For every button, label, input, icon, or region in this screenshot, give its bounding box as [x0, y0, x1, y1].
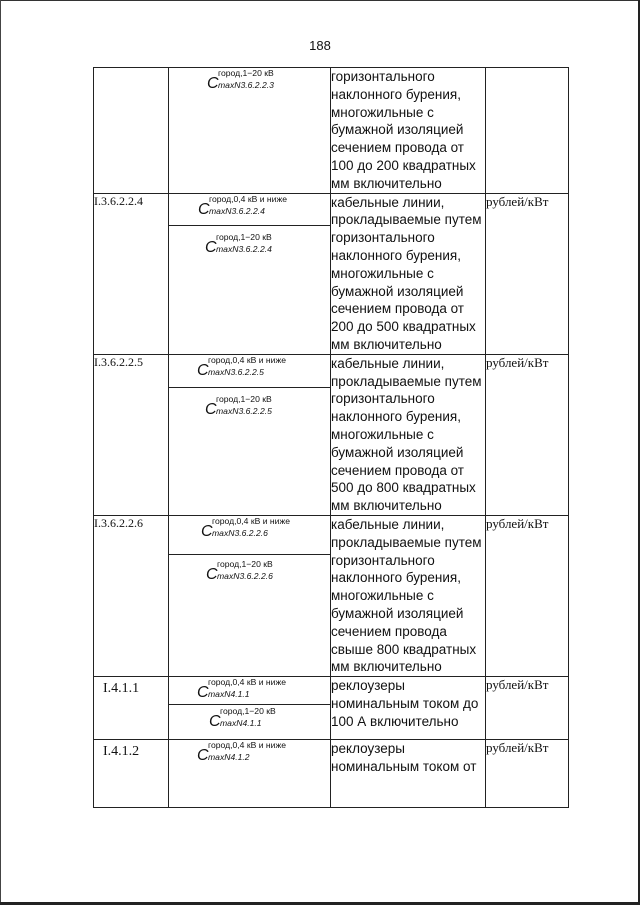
page-border-left: [0, 0, 1, 905]
formula-box: [169, 516, 330, 555]
description-line: номинальным током от: [331, 758, 477, 774]
page-number: 188: [309, 38, 331, 53]
formula-symbol: C: [205, 238, 217, 256]
formula-superscript: город,0,4 кВ и ниже: [212, 515, 290, 526]
description-line: многожильные с: [331, 426, 434, 442]
formula-box: [169, 677, 330, 705]
formula-cell: [169, 677, 331, 740]
formula-symbol: C: [197, 361, 209, 379]
formula-subscript: maxN3.6.2.2.3: [218, 80, 274, 90]
description-line: 500 до 800 квадратных: [331, 480, 476, 496]
table-row: [94, 193, 569, 354]
formula-subscript: maxN4.1.1: [208, 689, 250, 700]
description-line: бумажной изоляцией: [331, 605, 464, 621]
formula-superscript: город,0,4 кВ и ниже: [209, 193, 287, 204]
tariff-formula: [169, 559, 330, 585]
row-description: [331, 677, 486, 740]
description-line: мм включительно: [331, 659, 442, 675]
description-line: кабельные линии,: [331, 194, 445, 210]
description-line: наклонного бурения,: [331, 247, 461, 263]
description-line: наклонного бурения,: [331, 570, 461, 586]
row-unit: [486, 68, 569, 194]
description-line: 100 до 200 квадратных: [331, 157, 476, 173]
formula-box: [169, 355, 330, 388]
description-line: 100 А включительно: [331, 713, 459, 729]
description-line: номинальным током до: [331, 695, 479, 711]
formula-superscript: город,0,4 кВ и ниже: [208, 677, 286, 688]
description-line: многожильные с: [331, 588, 434, 604]
formula-box: [169, 68, 330, 94]
description-line: бумажной изоляцией: [331, 122, 464, 138]
formula-cell: [169, 193, 331, 354]
tariff-table: [93, 67, 569, 808]
tariff-formula: [169, 677, 330, 703]
row-code: I.4.1.2: [94, 740, 169, 808]
row-unit: рублей/кВт: [486, 515, 569, 676]
formula-symbol: C: [201, 522, 213, 540]
description-line: горизонтального: [331, 552, 435, 568]
formula-box: [169, 740, 330, 766]
description-line: сечением провода: [331, 623, 447, 639]
formula-superscript: город,0,4 кВ и ниже: [208, 740, 286, 751]
description-line: сечением провода от: [331, 462, 464, 478]
formula-box: [169, 706, 330, 732]
tariff-formula: [169, 232, 330, 258]
row-description: [331, 193, 486, 354]
row-description: [331, 354, 486, 515]
formula-box: [169, 394, 330, 420]
row-description: [331, 740, 486, 808]
table-row: [94, 68, 569, 194]
formula-symbol: C: [198, 200, 210, 218]
table-row: [94, 740, 569, 808]
row-description: [331, 68, 486, 194]
formula-subscript: maxN4.1.2: [208, 752, 250, 763]
tariff-formula: [169, 68, 330, 94]
formula-symbol: C: [197, 747, 209, 765]
row-unit: рублей/кВт: [486, 740, 569, 808]
formula-cell: [169, 354, 331, 515]
formula-superscript: город,1−20 кВ: [218, 68, 274, 78]
formula-subscript: maxN3.6.2.2.5: [208, 366, 264, 377]
formula-symbol: C: [209, 713, 221, 731]
description-line: прокладываемые путем: [331, 212, 482, 228]
formula-box: [169, 232, 330, 258]
row-code: I.4.1.1: [94, 677, 169, 740]
description-line: кабельные линии,: [331, 516, 445, 532]
row-unit: рублей/кВт: [486, 354, 569, 515]
row-code: I.3.6.2.2.4: [94, 193, 169, 354]
description-line: прокладываемые путем: [331, 534, 482, 550]
description-line: многожильные с: [331, 265, 434, 281]
description-line: мм включительно: [331, 498, 442, 514]
row-unit: рублей/кВт: [486, 677, 569, 740]
description-line: кабельные линии,: [331, 355, 445, 371]
description-line: горизонтального: [331, 391, 435, 407]
description-line: мм включительно: [331, 175, 442, 191]
formula-superscript: город,1−20 кВ: [217, 558, 273, 569]
formula-subscript: maxN4.1.1: [220, 718, 262, 729]
formula-box: [169, 194, 330, 226]
description-line: бумажной изоляцией: [331, 444, 464, 460]
formula-superscript: город,0,4 кВ и ниже: [208, 354, 286, 365]
tariff-formula: [169, 194, 330, 220]
formula-superscript: город,1−20 кВ: [220, 706, 276, 717]
row-code: I.3.6.2.2.6: [94, 515, 169, 676]
row-code: [94, 68, 169, 194]
description-line: сечением провода от: [331, 140, 464, 156]
formula-box: [169, 559, 330, 585]
table-row: [94, 354, 569, 515]
formula-cell: [169, 740, 331, 808]
tariff-table-body: [94, 68, 569, 808]
description-line: сечением провода от: [331, 301, 464, 317]
description-line: наклонного бурения,: [331, 409, 461, 425]
tariff-formula: [169, 355, 330, 381]
formula-symbol: C: [206, 565, 218, 583]
formula-symbol: C: [197, 684, 209, 702]
description-line: многожильные с: [331, 104, 434, 120]
description-line: свыше 800 квадратных: [331, 641, 477, 657]
row-code: I.3.6.2.2.5: [94, 354, 169, 515]
tariff-formula: [169, 516, 330, 542]
description-line: реклоузеры: [331, 741, 405, 757]
page-border-top: [0, 0, 640, 1]
formula-superscript: город,1−20 кВ: [216, 393, 272, 404]
table-row: [94, 515, 569, 676]
description-line: 200 до 500 квадратных: [331, 319, 476, 335]
tariff-formula: [169, 394, 330, 420]
description-line: бумажной изоляцией: [331, 283, 464, 299]
description-line: мм включительно: [331, 336, 442, 352]
table-row: [94, 677, 569, 740]
formula-subscript: maxN3.6.2.2.5: [216, 405, 272, 416]
formula-symbol: C: [207, 75, 219, 92]
tariff-formula: [169, 706, 330, 732]
row-unit: рублей/кВт: [486, 193, 569, 354]
description-line: горизонтального: [331, 69, 435, 84]
formula-cell: [169, 515, 331, 676]
description-line: реклоузеры: [331, 678, 405, 694]
description-line: прокладываемые путем: [331, 373, 482, 389]
tariff-formula: [169, 740, 330, 766]
formula-subscript: maxN3.6.2.2.6: [212, 527, 268, 538]
description-line: наклонного бурения,: [331, 86, 461, 102]
formula-subscript: maxN3.6.2.2.4: [209, 205, 265, 216]
formula-subscript: maxN3.6.2.2.6: [217, 570, 273, 581]
description-line: горизонтального: [331, 230, 435, 246]
formula-subscript: maxN3.6.2.2.4: [216, 243, 272, 254]
formula-superscript: город,1−20 кВ: [216, 231, 272, 242]
formula-cell: [169, 68, 331, 194]
formula-symbol: C: [205, 400, 217, 418]
row-description: [331, 515, 486, 676]
